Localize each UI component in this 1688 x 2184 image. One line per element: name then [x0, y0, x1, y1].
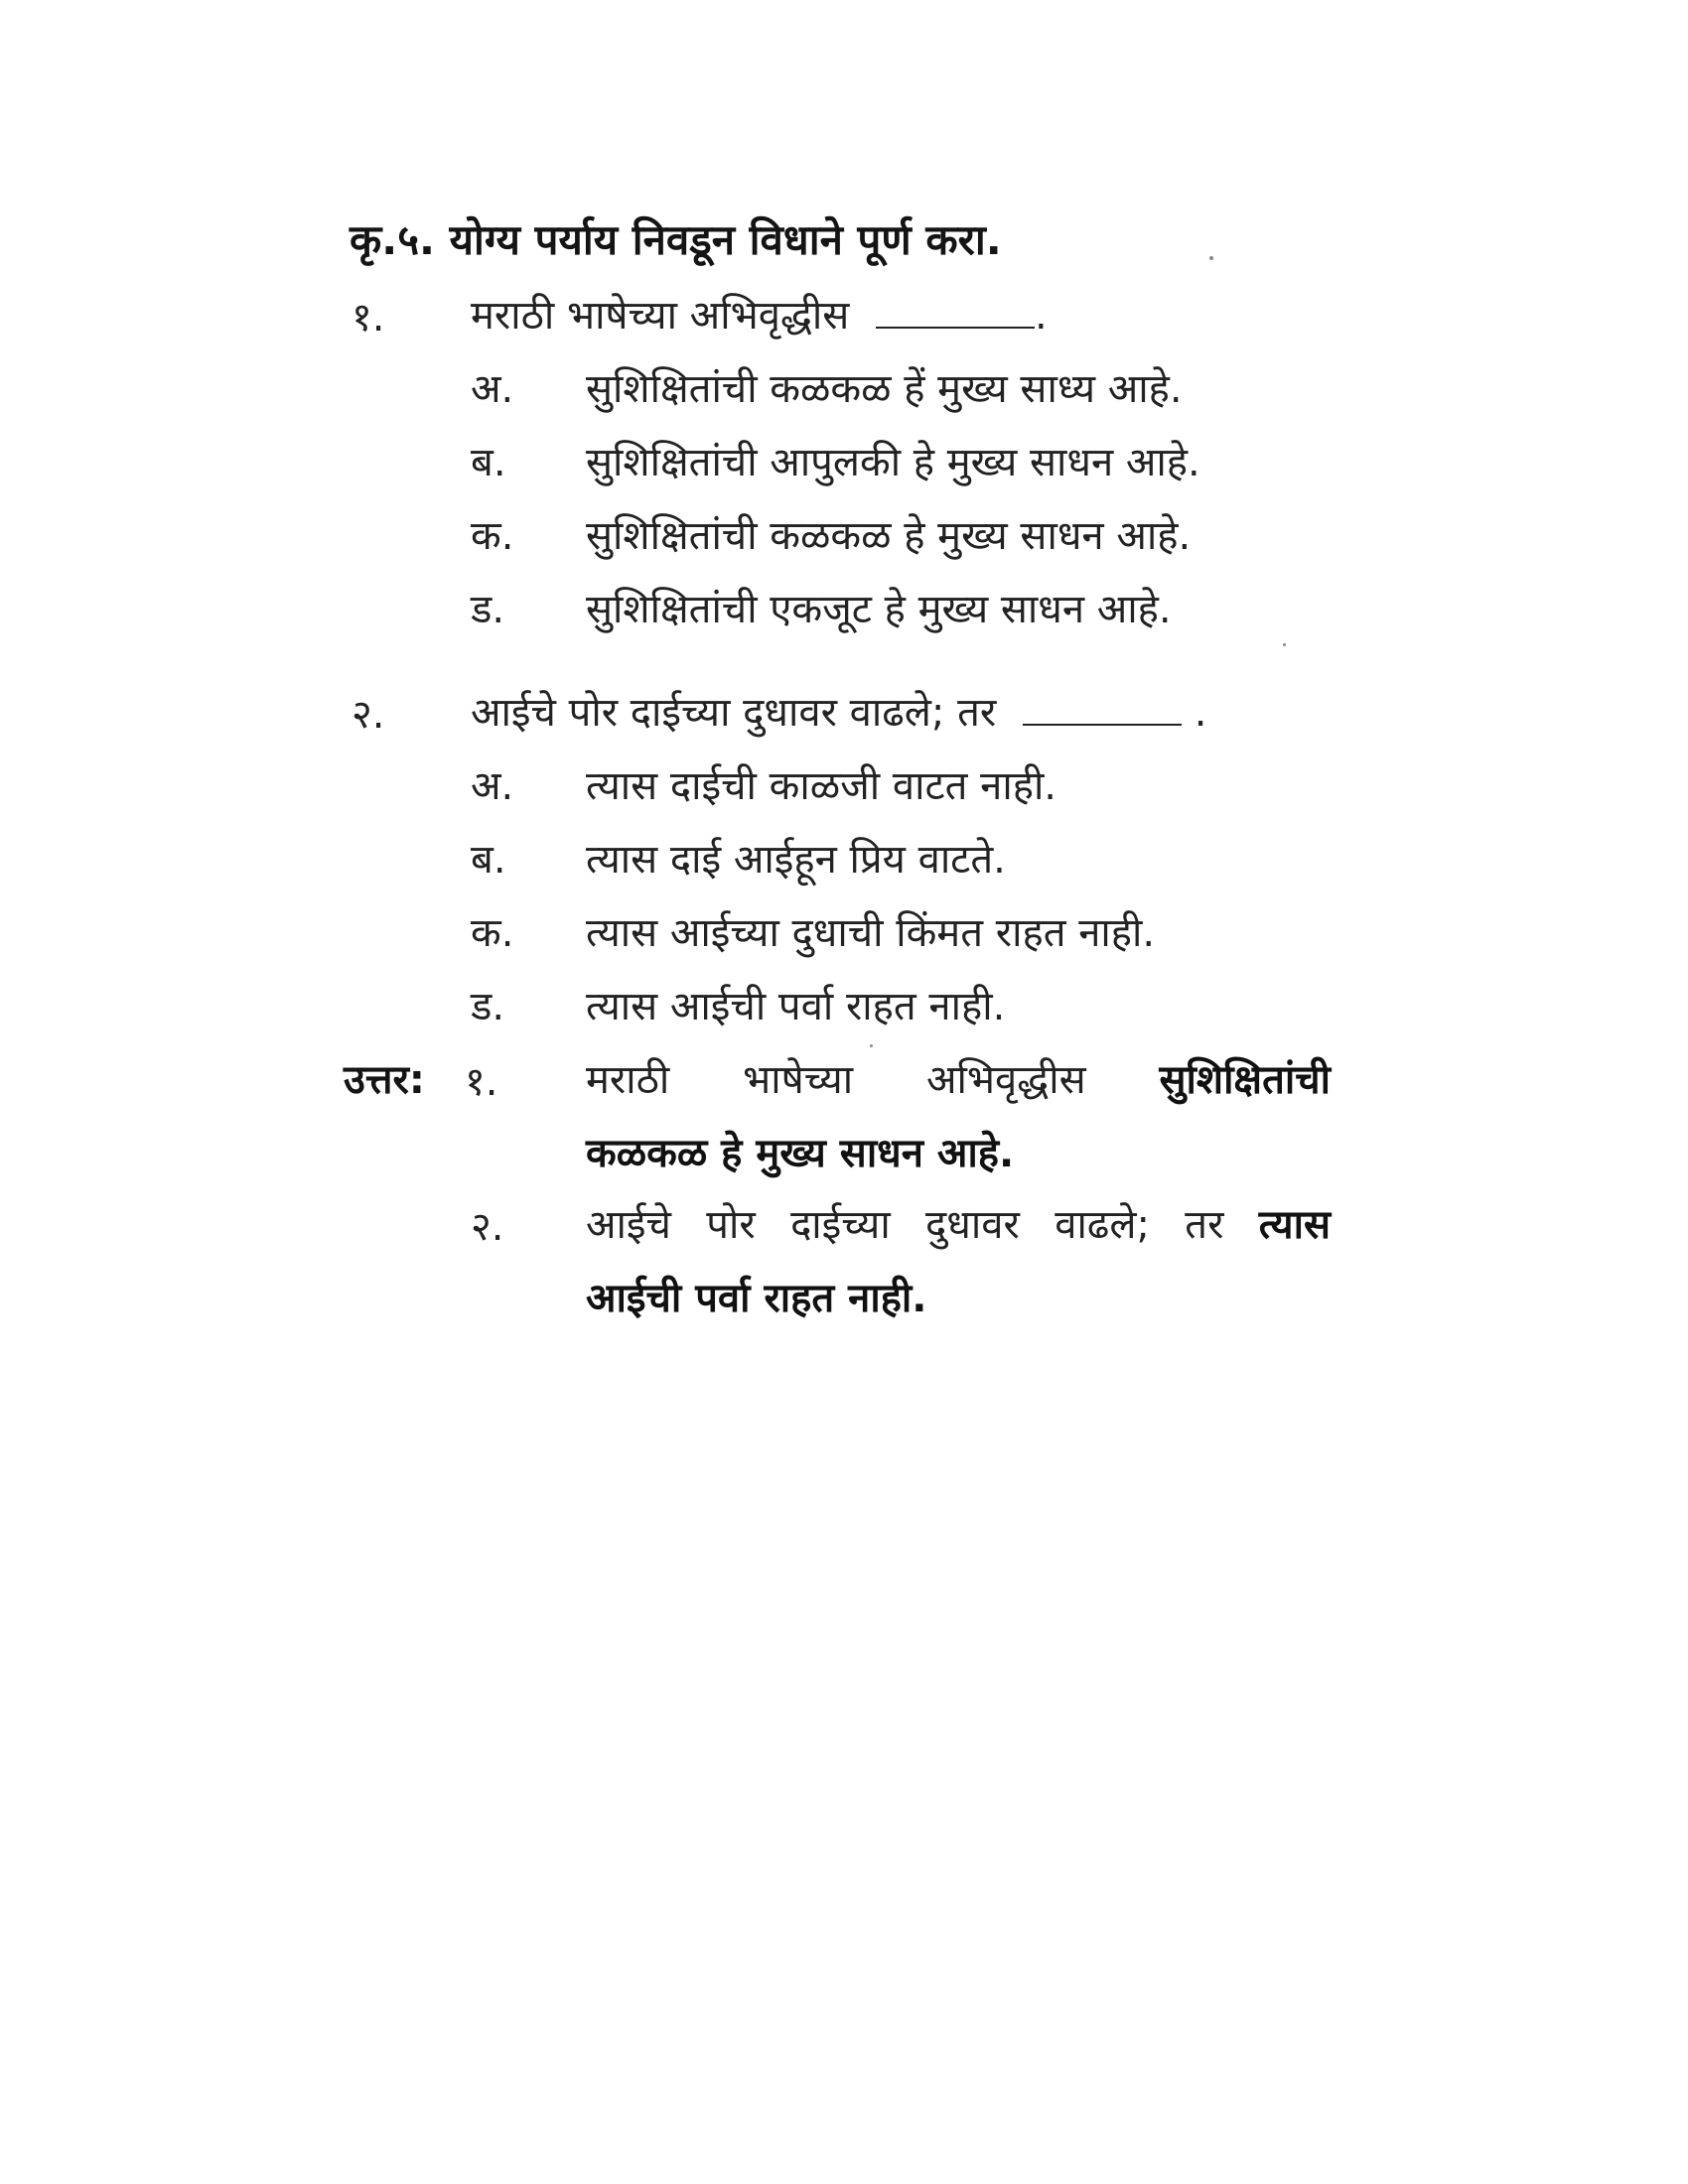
question-2-blank [1023, 694, 1182, 726]
question-2-end: . [1194, 690, 1207, 736]
question-1-end: . [1035, 293, 1048, 339]
scan-speck [870, 1044, 873, 1047]
answer-2-bold-start: त्यास [1258, 1202, 1331, 1248]
q1-option-d-text: सुशिक्षितांची एकजूट हे मुख्य साधन आहे. [586, 587, 1172, 632]
question-1-stem [471, 286, 1048, 341]
q1-option-a-text: सुशिक्षितांची कळकळ हें मुख्य साध्य आहे. [586, 366, 1183, 412]
answer-2-line-1 [586, 1195, 1331, 1250]
q1-option-c-text: सुशिक्षितांची कळकळ हे मुख्य साधन आहे. [586, 513, 1192, 559]
q1-option-c-letter: क. [471, 513, 514, 559]
q1-option-a-letter: अ. [471, 366, 514, 412]
answer-1-word: भाषेच्या [743, 1057, 854, 1103]
answer-2-word: तर [1185, 1202, 1224, 1248]
question-2-stem [471, 683, 1206, 738]
answer-2-word: दाईच्या [790, 1202, 891, 1248]
scan-speck [1283, 643, 1286, 646]
q1-option-b-letter: ब. [471, 440, 506, 485]
answer-1-word: मराठी [586, 1057, 670, 1103]
answer-1-bold-start: सुशिक्षितांची [1159, 1057, 1332, 1103]
q2-option-c-text: त्यास आईच्या दुधाची किंमत राहत नाही. [586, 910, 1156, 956]
answer-2-line-2: आईची पर्वा राहत नाही. [586, 1276, 927, 1321]
q2-option-b-text: त्यास दाई आईहून प्रिय वाटते. [586, 837, 1006, 883]
question-2-stem-text: आईचे पोर दाईच्या दुधावर वाढले; तर [471, 690, 997, 736]
q2-option-c-letter: क. [471, 910, 514, 956]
answer-1-line-1 [586, 1050, 1331, 1105]
q2-option-a-text: त्यास दाईची काळजी वाटत नाही. [586, 763, 1057, 809]
q2-option-b-letter: ब. [471, 837, 506, 883]
question-1-blank [876, 297, 1035, 329]
scan-speck [1209, 256, 1213, 260]
answer-1-number: १. [465, 1059, 498, 1105]
answer-1-line-2: कळकळ हे मुख्य साधन आहे. [586, 1131, 1015, 1176]
q2-option-d-text: त्यास आईची पर्वा राहत नाही. [586, 984, 1006, 1029]
question-2-number: २. [352, 692, 385, 738]
answer-2-word: आईचे [586, 1202, 671, 1248]
question-1-stem-text: मराठी भाषेच्या अभिवृद्धीस [471, 293, 850, 339]
answer-label: उत्तर: [344, 1057, 425, 1103]
answer-2-word: पोर [706, 1202, 756, 1248]
answer-2-number: २. [471, 1204, 504, 1250]
answer-2-word: वाढले; [1055, 1202, 1150, 1248]
q1-option-d-letter: ड. [471, 587, 505, 632]
q2-option-a-letter: अ. [471, 763, 514, 809]
section-heading: कृ.५. योग्य पर्याय निवडून विधाने पूर्ण करा. [350, 215, 1002, 264]
answer-1-word: अभिवृद्धीस [925, 1057, 1086, 1103]
q2-option-d-letter: ड. [471, 984, 505, 1029]
answer-2-word: दुधावर [925, 1202, 1020, 1248]
question-1-number: १. [352, 295, 385, 341]
q1-option-b-text: सुशिक्षितांची आपुलकी हे मुख्य साधन आहे. [586, 440, 1200, 485]
